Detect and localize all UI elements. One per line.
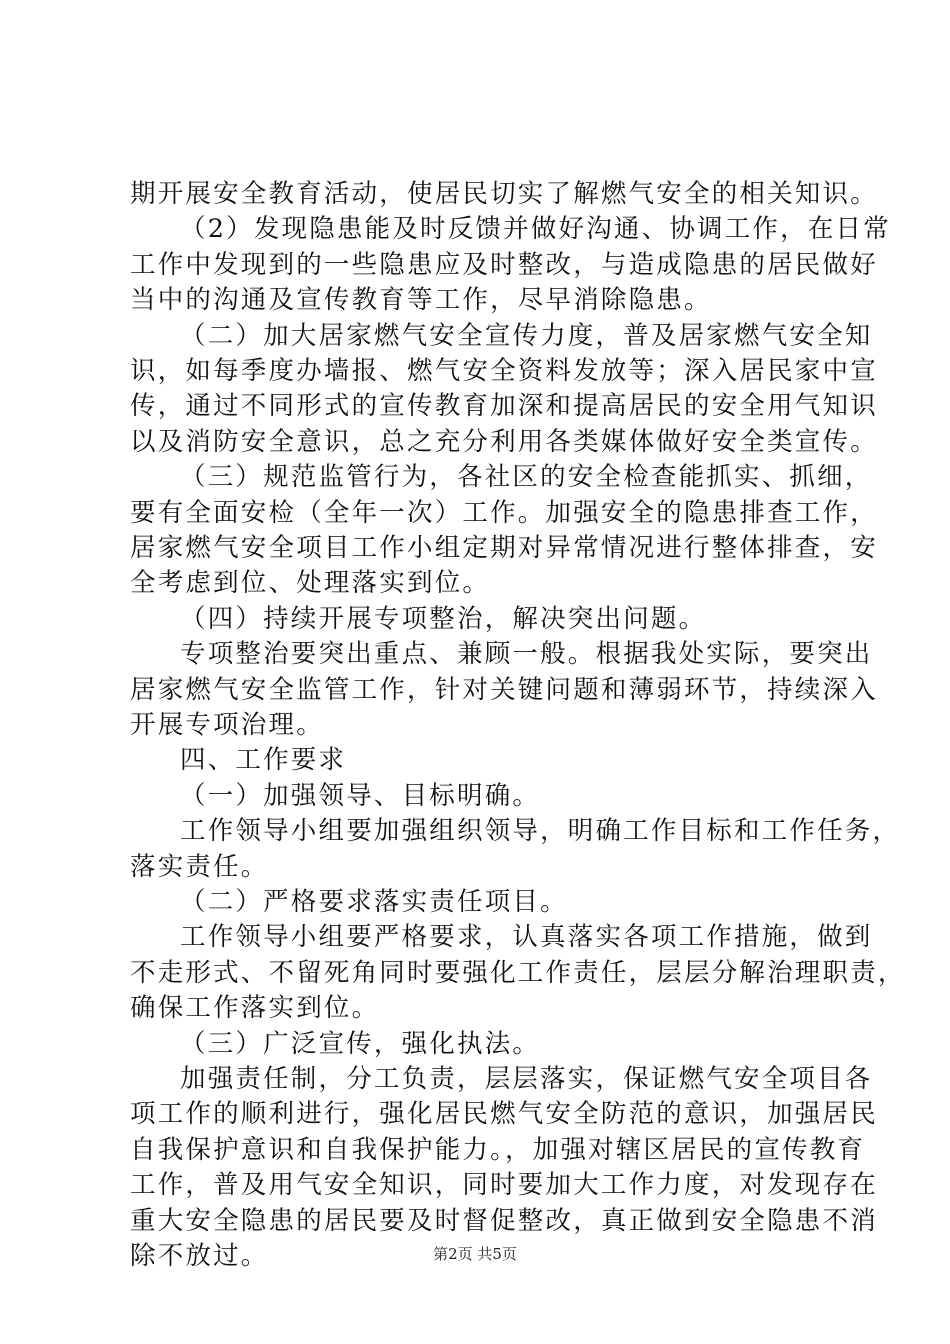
text-line: 居家燃气安全项目工作小组定期对异常情况进行整体排查，安 xyxy=(130,533,878,563)
text-line: 工作，普及用气安全知识，同时要加大工作力度，对发现存在 xyxy=(130,1170,878,1201)
text-line: 以及消防安全意识，总之充分利用各类媒体做好安全类宣传。 xyxy=(130,426,878,457)
text-line: 重大安全隐患的居民要及时督促整改，真正做到安全隐患不消 xyxy=(130,1205,878,1236)
text-line: 自我保护意识和自我保护能力。，加强对辖区居民的宣传教育 xyxy=(130,1134,866,1165)
page-footer: 第2页 共5页 xyxy=(433,1245,517,1263)
text-line: 居家燃气安全监管工作，针对关键问题和薄弱环节，持续深入 xyxy=(130,674,878,705)
text-line: （二）加大居家燃气安全宣传力度，普及居家燃气安全知 xyxy=(180,320,873,351)
text-line: 落实责任。 xyxy=(130,851,269,882)
text-line: （2）发现隐患能及时反馈并做好沟通、协调工作，在日常 xyxy=(180,214,891,245)
text-line: （四）持续开展专项整治，解决突出问题。 xyxy=(180,603,707,634)
text-line: 当中的沟通及宣传教育等工作，尽早消除隐患。 xyxy=(130,285,712,316)
text-line: 开展专项治理。 xyxy=(130,710,324,740)
text-line: 除不放过。 xyxy=(130,1241,269,1271)
subsection-heading: （二）严格要求落实责任项目。 xyxy=(180,887,568,917)
text-line: 工作中发现到的一些隐患应及时整改，与造成隐患的居民做好 xyxy=(130,249,878,280)
text-line: 项工作的顺利进行，强化居民燃气安全防范的意识，加强居民 xyxy=(130,1099,878,1130)
text-line: 专项整治要突出重点、兼顾一般。根据我处实际，要突出 xyxy=(180,639,873,670)
subsection-heading: （三）广泛宣传，强化执法。 xyxy=(180,1028,541,1059)
text-line: 工作领导小组要严格要求，认真落实各项工作措施，做到 xyxy=(180,922,873,953)
text-line: 要有全面安检（全年一次）工作。加强安全的隐患排查工作， xyxy=(130,497,878,528)
section-heading: 四、工作要求 xyxy=(180,745,347,776)
text-line: 不走形式、不留死角同时要强化工作责任，层层分解治理职责， xyxy=(130,957,906,988)
text-line: 传，通过不同形式的宣传教育加深和提高居民的安全用气知识 xyxy=(130,391,878,422)
text-line: 期开展安全教育活动，使居民切实了解燃气安全的相关知识。 xyxy=(130,179,878,209)
subsection-heading: （一）加强领导、目标明确。 xyxy=(180,780,541,811)
text-line: 工作领导小组要加强组织领导，明确工作目标和工作任务， xyxy=(180,816,901,847)
text-line: 全考虑到位、处理落实到位。 xyxy=(130,568,491,599)
text-line: 确保工作落实到位。 xyxy=(130,993,380,1024)
text-line: （三）规范监管行为，各社区的安全检查能抓实、抓细， xyxy=(180,462,873,493)
text-line: 识，如每季度办墙报、燃气安全资料发放等；深入居民家中宣 xyxy=(130,356,878,386)
text-line: 加强责任制，分工负责，层层落实，保证燃气安全项目各 xyxy=(180,1064,873,1094)
